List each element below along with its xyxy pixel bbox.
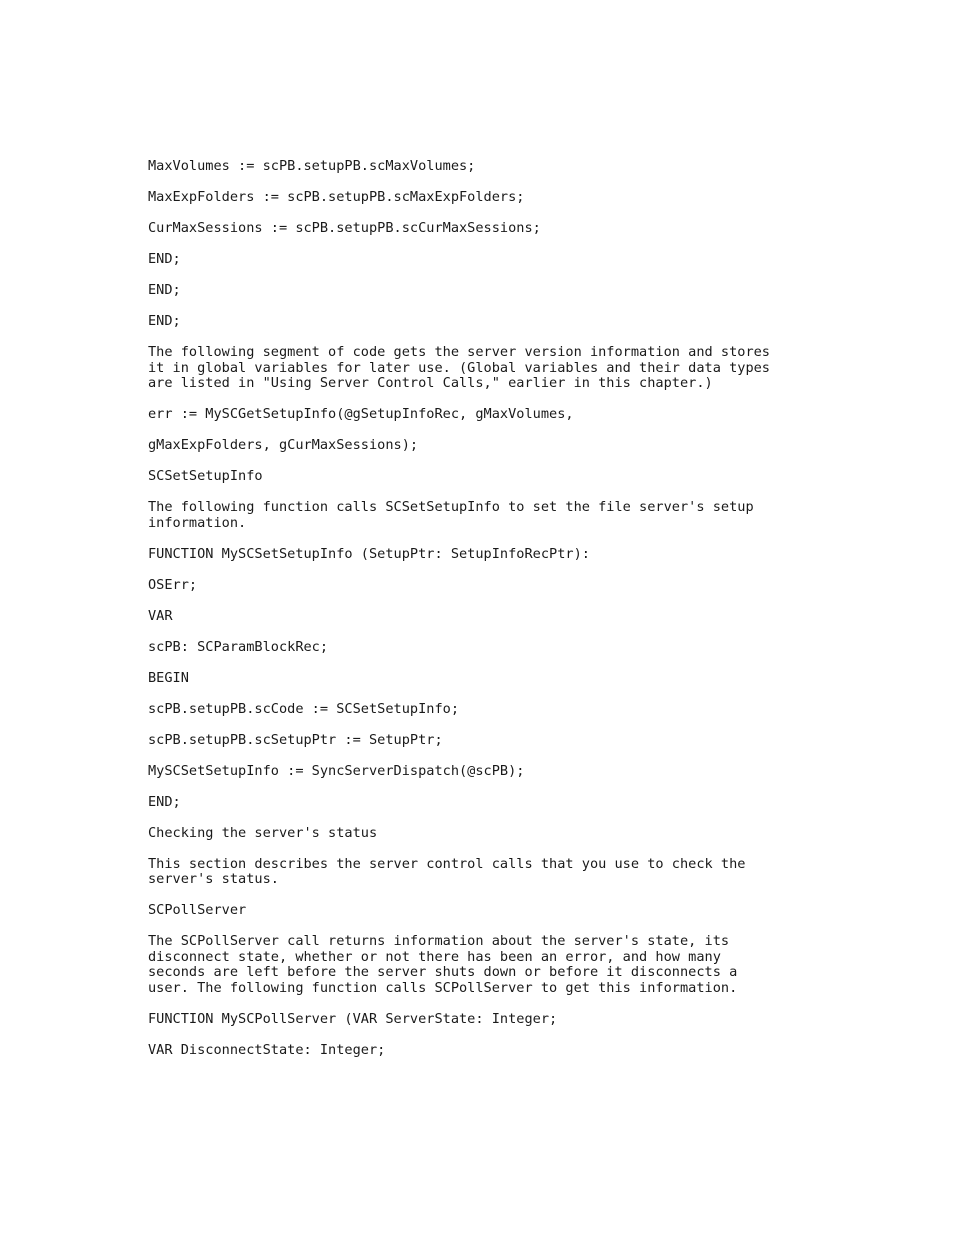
text-paragraph bbox=[148, 407, 848, 423]
text-paragraph bbox=[148, 934, 848, 996]
text-paragraph bbox=[148, 438, 848, 454]
text-line: MaxExpFolders := scPB.setupPB.scMaxExpFolders; bbox=[148, 189, 525, 205]
text-line: CurMaxSessions := scPB.setupPB.scCurMaxSessions; bbox=[148, 220, 541, 236]
text-line: VAR DisconnectState: Integer; bbox=[148, 1041, 386, 1058]
text-line: scPB.setupPB.scSetupPtr := SetupPtr; bbox=[148, 731, 443, 748]
text-line: scPB.setupPB.scCode := SCSetSetupInfo; bbox=[148, 700, 459, 717]
text-paragraph bbox=[148, 1043, 848, 1059]
text-paragraph bbox=[148, 671, 848, 687]
text-line: END; bbox=[148, 251, 181, 267]
text-paragraph bbox=[148, 903, 848, 919]
text-line: MaxVolumes := scPB.setupPB.scMaxVolumes; bbox=[148, 158, 476, 174]
text-line: END; bbox=[148, 313, 181, 329]
text-line: FUNCTION MySCPollServer (VAR ServerState: Integer; bbox=[148, 1010, 558, 1027]
text-line: server's status. bbox=[148, 871, 279, 887]
text-line: are listed in "Using Server Control Calls," earlier in this chapter.) bbox=[148, 375, 713, 391]
text-line: seconds are left before the server shuts down or before it disconnects a bbox=[148, 964, 738, 980]
text-line: END; bbox=[148, 793, 181, 810]
text-paragraph bbox=[148, 857, 848, 888]
text-line: disconnect state, whether or not there has been an error, and how many bbox=[148, 948, 721, 965]
text-paragraph bbox=[148, 702, 848, 718]
text-line: it in global variables for later use. (Global variables and their data types bbox=[148, 359, 770, 376]
text-paragraph bbox=[148, 469, 848, 485]
text-paragraph bbox=[148, 609, 848, 625]
text-line: SCPollServer bbox=[148, 902, 247, 918]
text-paragraph bbox=[148, 547, 848, 563]
text-line: This section describes the server control calls that you use to check the bbox=[148, 855, 746, 872]
text-line: BEGIN bbox=[148, 669, 189, 686]
text-paragraph bbox=[148, 1012, 848, 1028]
text-paragraph bbox=[148, 578, 848, 594]
text-paragraph bbox=[148, 795, 848, 811]
text-line: user. The following function calls SCPollServer to get this information. bbox=[148, 979, 738, 996]
text-line: information. bbox=[148, 514, 247, 531]
text-paragraph bbox=[148, 500, 848, 531]
text-paragraph bbox=[148, 640, 848, 656]
text-line: scPB: SCParamBlockRec; bbox=[148, 638, 329, 655]
text-paragraph bbox=[148, 159, 848, 175]
text-line: The following segment of code gets the server version information and stores bbox=[148, 344, 770, 360]
text-line: OSErr; bbox=[148, 576, 198, 593]
text-paragraph bbox=[148, 314, 848, 330]
text-paragraph bbox=[148, 252, 848, 268]
text-line: VAR bbox=[148, 607, 173, 624]
text-paragraph bbox=[148, 283, 848, 299]
text-line: SCSetSetupInfo bbox=[148, 468, 263, 484]
text-paragraph bbox=[148, 345, 848, 392]
document-page bbox=[148, 159, 848, 1074]
text-line: FUNCTION MySCSetSetupInfo (SetupPtr: SetupInfoRecPtr): bbox=[148, 545, 590, 562]
text-paragraph bbox=[148, 826, 848, 842]
text-line: The SCPollServer call returns information about the server's state, its bbox=[148, 933, 730, 949]
text-paragraph bbox=[148, 221, 848, 237]
text-line: The following function calls SCSetSetupInfo to set the file server's setup bbox=[148, 499, 754, 515]
text-line: err := MySCGetSetupInfo(@gSetupInfoRec, gMaxVolumes, bbox=[148, 406, 574, 422]
text-line: END; bbox=[148, 282, 181, 298]
text-paragraph bbox=[148, 733, 848, 749]
text-line: MySCSetSetupInfo := SyncServerDispatch(@scPB); bbox=[148, 762, 525, 779]
text-paragraph bbox=[148, 190, 848, 206]
text-paragraph bbox=[148, 764, 848, 780]
text-line: gMaxExpFolders, gCurMaxSessions); bbox=[148, 437, 419, 453]
text-line: Checking the server's status bbox=[148, 824, 378, 841]
